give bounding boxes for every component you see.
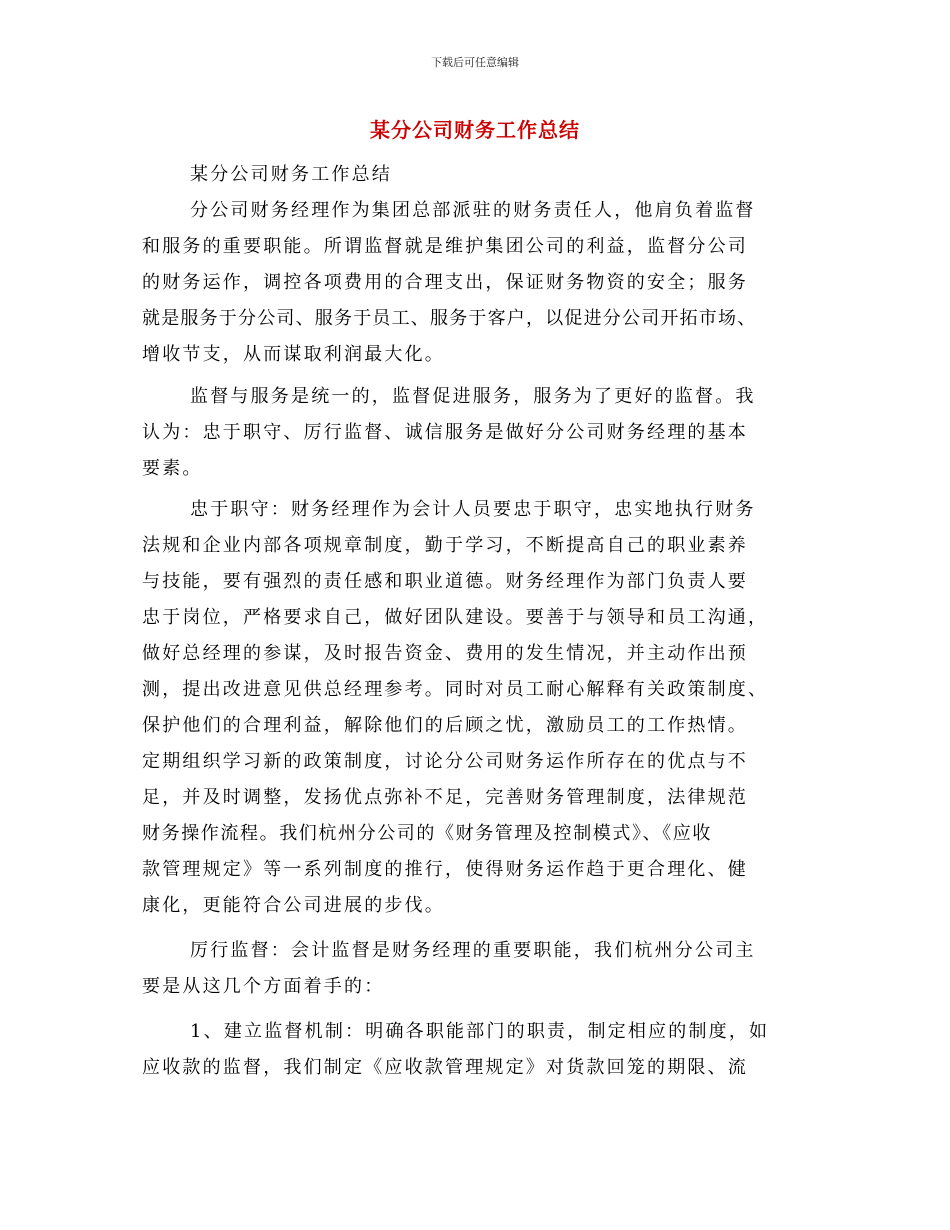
body-line: 应收款的监督，我们制定《应收款管理规定》对货款回笼的期限、流 <box>142 1057 748 1078</box>
body-line: 忠于职守：财务经理作为会计人员要忠于职守，忠实地执行财务 <box>190 499 756 520</box>
header-note: 下载后可任意编辑 <box>431 56 519 69</box>
body-line: 认为：忠于职守、厉行监督、诚信服务是做好分公司财务经理的基本 <box>142 422 748 443</box>
document-title: 某分公司财务工作总结 <box>370 118 580 142</box>
body-line: 足，并及时调整，发扬优点弥补不足，完善财务管理制度，法律规范 <box>142 787 748 808</box>
body-line: 定期组织学习新的政策制度，讨论分公司财务运作所存在的优点与不 <box>142 751 748 772</box>
body-line: 做好总经理的参谋，及时报告资金、费用的发生情况，并主动作出预 <box>142 643 748 664</box>
body-line: 法规和企业内部各项规章制度，勤于学习，不断提高自己的职业素养 <box>142 535 748 556</box>
body-line: 财务操作流程。我们杭州分公司的《财务管理及控制模式》、《应收 <box>142 823 712 844</box>
body-line: 厉行监督：会计监督是财务经理的重要职能，我们杭州分公司主 <box>190 940 756 961</box>
body-line: 分公司财务经理作为集团总部派驻的财务责任人，他肩负着监督 <box>190 200 756 221</box>
body-line: 要是从这几个方面着手的： <box>142 976 385 997</box>
body-line: 要素。 <box>142 458 203 479</box>
body-line: 与技能，要有强烈的责任感和职业道德。财务经理作为部门负责人要 <box>142 571 748 592</box>
body-line: 款管理规定》等一系列制度的推行，使得财务运作趋于更合理化、健 <box>142 859 748 880</box>
body-line: 某分公司财务工作总结 <box>190 164 392 185</box>
body-line: 监督与服务是统一的，监督促进服务，服务为了更好的监督。我 <box>190 386 756 407</box>
body-line: 保护他们的合理利益，解除他们的后顾之忧，激励员工的工作热情。 <box>142 715 748 736</box>
body-line: 就是服务于分公司、服务于员工、服务于客户，以促进分公司开拓市场、 <box>142 308 757 329</box>
body-line: 康化，更能符合公司进展的步伐。 <box>142 895 445 916</box>
body-line: 忠于岗位，严格要求自己，做好团队建设。要善于与领导和员工沟通， <box>142 607 769 628</box>
body-line: 的财务运作，调控各项费用的合理支出，保证财务物资的安全；服务 <box>142 272 748 293</box>
body-line: 1、建立监督机制：明确各职能部门的职责，制定相应的制度，如 <box>190 1021 770 1042</box>
body-line: 测，提出改进意见供总经理参考。同时对员工耐心解释有关政策制度、 <box>142 679 769 700</box>
body-line: 和服务的重要职能。所谓监督就是维护集团公司的利益，监督分公司 <box>142 236 748 257</box>
body-line: 增收节支，从而谋取利润最大化。 <box>142 344 445 365</box>
